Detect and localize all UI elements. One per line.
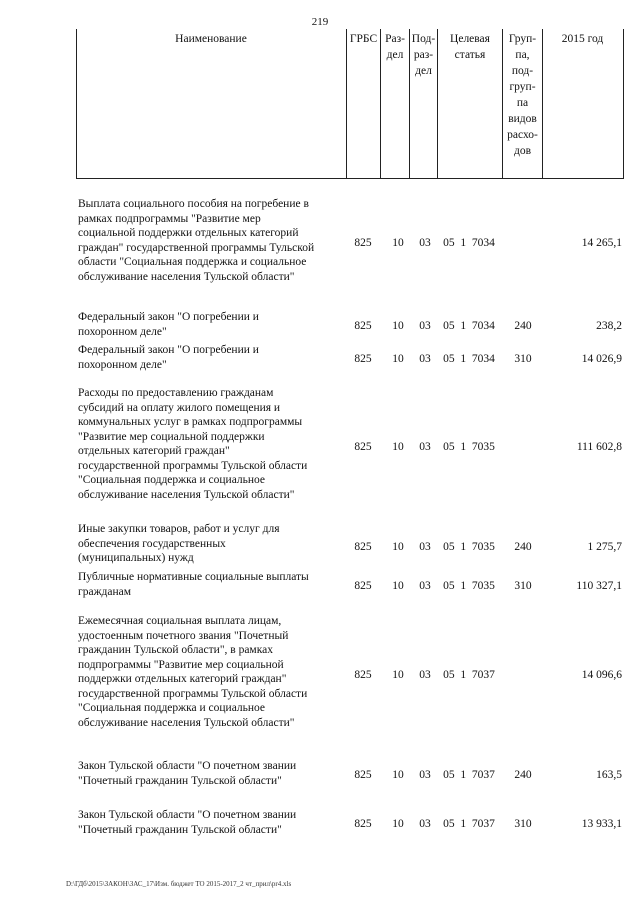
row-amount: 238,2	[596, 320, 622, 332]
row-grbs: 825	[354, 353, 372, 365]
row-name: Публичные нормативные социальные выплаты гражданам	[78, 571, 309, 598]
row-celevaya-statya: 05 1 7034	[443, 320, 495, 332]
row-podrazdel: 03	[419, 580, 431, 592]
row-name: Расходы по предоставлению гражданам субсидий на оплату жилого помещения и коммунальных услуг в рамках подпрограммы "Развитие мер социальной поддержки отдельных категорий граждан" государственной программы Тульской области "Социальная поддержка и социальное обслуживание населения Тульской области"	[78, 387, 308, 501]
header-grbs: ГРБС	[349, 33, 378, 45]
header-razdel: Раз- дел	[385, 33, 405, 61]
row-razdel: 10	[392, 320, 404, 332]
row-razdel: 10	[392, 237, 404, 249]
row-grbs: 825	[354, 580, 372, 592]
row-grbs: 825	[354, 320, 372, 332]
row-amount: 163,5	[596, 769, 622, 781]
row-celevaya-statya: 05 1 7035	[443, 541, 495, 553]
row-amount: 111 602,8	[576, 441, 622, 453]
row-gruppa: 240	[514, 769, 532, 781]
row-celevaya-statya: 05 1 7034	[443, 353, 495, 365]
row-amount: 110 327,1	[576, 580, 622, 592]
header-celevaya-statya: Целевая статья	[450, 33, 490, 61]
row-grbs: 825	[354, 769, 372, 781]
row-razdel: 10	[392, 818, 404, 830]
row-podrazdel: 03	[419, 541, 431, 553]
row-gruppa: 310	[514, 580, 532, 592]
row-podrazdel: 03	[419, 818, 431, 830]
page-number: 219	[311, 16, 329, 28]
row-grbs: 825	[354, 441, 372, 453]
row-razdel: 10	[392, 669, 404, 681]
row-grbs: 825	[354, 818, 372, 830]
row-gruppa: 310	[514, 818, 532, 830]
row-podrazdel: 03	[419, 769, 431, 781]
row-name: Выплата социального пособия на погребение в рамках подпрограммы "Развитие мер социальной поддержки отдельных категорий граждан" государственной программы Тульской области "Социальная поддержка и социальное обслуживание населения Тульской области"	[78, 198, 315, 283]
row-razdel: 10	[392, 580, 404, 592]
row-name: Иные закупки товаров, работ и услуг для обеспечения государственных (муниципальных) нужд	[78, 523, 280, 564]
row-amount: 14 026,9	[581, 353, 622, 365]
row-grbs: 825	[354, 237, 372, 249]
row-podrazdel: 03	[419, 353, 431, 365]
row-amount: 1 275,7	[587, 541, 622, 553]
row-name: Закон Тульской области "О почетном звании "Почетный гражданин Тульской области"	[78, 809, 297, 836]
row-podrazdel: 03	[419, 441, 431, 453]
col-divider	[542, 29, 543, 178]
header-name: Наименование	[175, 33, 247, 45]
row-celevaya-statya: 05 1 7035	[443, 580, 495, 592]
row-name: Федеральный закон "О погребении и похоронном деле"	[78, 344, 259, 371]
row-amount: 14 265,1	[581, 237, 622, 249]
row-podrazdel: 03	[419, 669, 431, 681]
header-gruppa: Груп- па, под- груп- па видов расхо- дов	[507, 33, 538, 157]
row-podrazdel: 03	[419, 237, 431, 249]
col-divider	[346, 29, 347, 178]
row-celevaya-statya: 05 1 7037	[443, 769, 495, 781]
row-gruppa: 240	[514, 541, 532, 553]
row-amount: 14 096,6	[581, 669, 622, 681]
row-name: Закон Тульской области "О почетном звании "Почетный гражданин Тульской области"	[78, 760, 297, 787]
row-razdel: 10	[392, 769, 404, 781]
row-name: Ежемесячная социальная выплата лицам, удостоенным почетного звания "Почетный гражданин Тульской области", в рамках подпрограммы "Развитие мер социальной поддержки отдельных категорий граждан" государственной программы Тульской области "Социальная поддержка и социальное обслуживание населения Тульской области"	[78, 615, 308, 729]
row-razdel: 10	[392, 441, 404, 453]
row-razdel: 10	[392, 541, 404, 553]
row-razdel: 10	[392, 353, 404, 365]
row-grbs: 825	[354, 541, 372, 553]
footer-file-path: D:\ГДб\2015\ЗАКОН\ЗАС_17\Изм. бюджет ТО 2015-2017_2 чт_прил\pr4.xls	[66, 880, 292, 888]
row-name: Федеральный закон "О погребении и похоронном деле"	[78, 311, 259, 338]
row-gruppa: 240	[514, 320, 532, 332]
row-celevaya-statya: 05 1 7035	[443, 441, 495, 453]
row-celevaya-statya: 05 1 7037	[443, 669, 495, 681]
row-podrazdel: 03	[419, 320, 431, 332]
header-year: 2015 год	[561, 33, 604, 45]
row-celevaya-statya: 05 1 7037	[443, 818, 495, 830]
row-amount: 13 933,1	[581, 818, 622, 830]
row-gruppa: 310	[514, 353, 532, 365]
header-podrazdel: Под- раз- дел	[411, 33, 436, 77]
row-celevaya-statya: 05 1 7034	[443, 237, 495, 249]
row-grbs: 825	[354, 669, 372, 681]
